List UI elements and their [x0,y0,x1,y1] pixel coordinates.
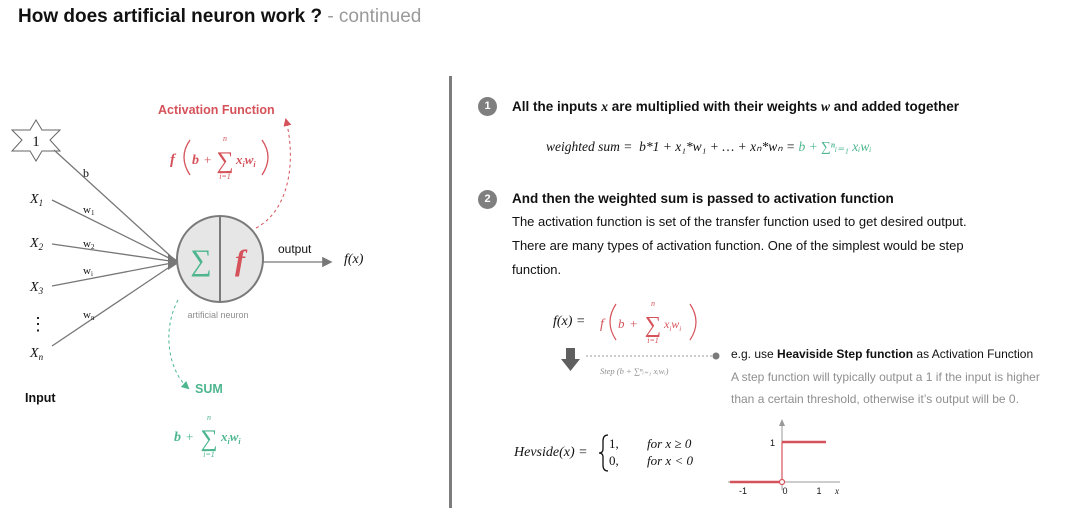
activation-dashed-arrow [256,120,290,228]
svg-text:f: f [170,152,175,168]
svg-text:n: n [223,134,227,143]
weight-w2: w2 [83,238,95,251]
step-2-heading: And then the weighted sum is passed to activation function [512,191,894,206]
title-subtitle: - continued [322,6,422,27]
svg-text:i=1: i=1 [219,172,231,181]
step-plot-x-label: x [835,486,839,496]
svg-text:+: + [630,316,638,331]
svg-text:b: b [192,153,199,168]
svg-text:+: + [204,152,212,167]
output-label: output [278,242,312,256]
step-plot-open-point [780,480,785,485]
step-2-badge: 2 [478,190,497,209]
svg-text:∑: ∑ [644,312,662,337]
input-x2: $X_2$ [30,236,44,252]
connection-bias [54,150,177,262]
svg-text:xiwi: $x_iw_i$ [664,317,682,333]
svg-text:i=1: i=1 [203,450,215,459]
neuron-diagram [0,60,445,518]
activation-function-label: Activation Function [158,103,275,117]
svg-text:f: f [600,317,604,332]
activation-symbol-icon: f [235,244,245,277]
step-plot-y-arrow-icon [779,419,785,426]
step-2-description: The activation function is set of the transfer function used to get desired output. There are many types of activation function. One of the simplest would be step function. [512,214,967,277]
step-plot-tick-neg1: -1 [738,486,748,496]
vertical-divider [449,76,452,508]
svg-text:∑: ∑ [216,148,234,174]
svg-text:n: n [651,299,655,308]
input-x3: $X_3$ [30,280,44,296]
weight-w1: w1 [83,204,95,217]
step-plot-tick-0: 0 [782,486,788,496]
title-main: How does artificial neuron work ? [18,6,323,27]
svg-text:∑: ∑ [200,426,218,452]
svg-text:i=1: i=1 [647,336,659,345]
heaviside-cases [598,432,718,474]
heaviside-note-grey: A step function will typically output a 1 if the input is higher than a certain threshold, otherwise it’s output will be 0. [731,370,1040,406]
brace-icon [599,435,608,471]
step-plot-y-tick-1: 1 [769,438,775,448]
sum-formula [174,413,241,459]
svg-text:n: n [207,413,211,422]
input-x1: $X_1$ [30,192,44,208]
activation-formula [170,134,268,181]
bias-input-value: 1 [32,134,40,150]
heaviside-label: Hevside(x) = [514,445,588,460]
sum-label: SUM [195,382,223,396]
svg-text:b: b [174,430,181,445]
weighted-sum-equation: weighted sum = b*1 + x₁*w₁ + … + xₙ*wₙ = b + ∑ⁿᵢ₌₁ xᵢwᵢ [546,139,872,154]
page-title [18,6,421,28]
output-fx: f(x) [344,252,364,267]
down-arrow-icon [561,348,580,371]
connector-dot-icon [713,353,720,360]
weight-wi: wi [83,265,93,278]
case-1-condition: for x ≥ 0 [647,436,692,451]
step-plot-tick-1: 1 [816,486,822,496]
sum-dashed-arrow [169,300,188,388]
case-2-value: 0, [609,453,619,468]
sum-symbol-icon: ∑ [190,244,212,277]
case-1-value: 1, [609,436,619,451]
svg-text:xiwi: $x_iw_i$ [236,152,256,169]
weight-wn: wn [83,309,95,322]
svg-text:xiwi: $x_iw_i$ [221,429,241,446]
step-1-heading: All the inputs x are multiplied with their weights w and added together [512,99,960,114]
fx-label: f(x) = [553,314,586,329]
input-ellipsis: ⋮ [29,314,47,334]
neuron-label: artificial neuron [187,310,249,320]
step-function-label: Step (b + ∑ⁿᵢ₌₁ xᵢwᵢ) [600,366,669,376]
heaviside-note: e.g. use Heaviside Step function as Activation Function [731,347,1034,361]
step-plot [718,418,848,500]
svg-text:b: b [618,316,625,331]
svg-text:+: + [186,429,194,444]
step-1-badge: 1 [478,97,497,116]
case-2-condition: for x < 0 [647,453,693,468]
input-label: Input [25,391,56,405]
input-xn: $X_n$ [30,346,44,362]
fx-red-formula [598,296,708,348]
weight-b: b [83,166,89,180]
